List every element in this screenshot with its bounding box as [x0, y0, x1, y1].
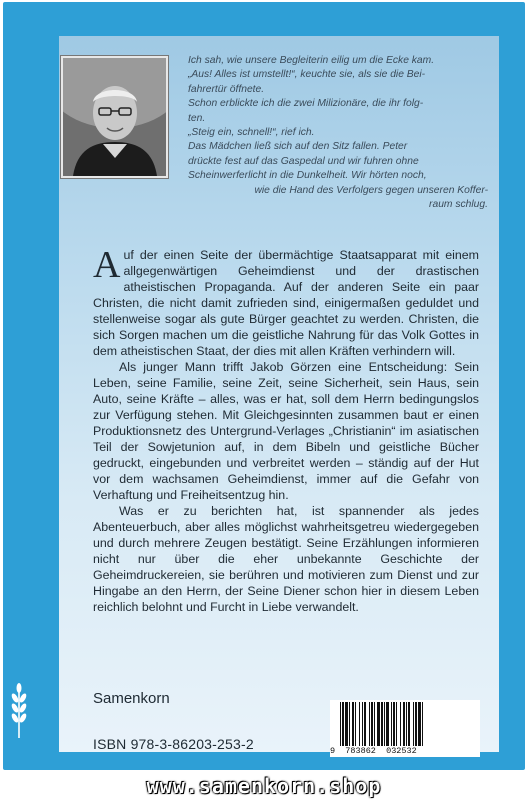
quote-line: Scheinwerferlicht in die Dunkelheit. Wir hörten noch, — [188, 170, 427, 182]
publisher-name: Samenkorn — [93, 690, 170, 707]
barcode-bar — [403, 702, 405, 746]
author-portrait-icon — [63, 58, 166, 176]
barcode-bar — [345, 702, 348, 746]
barcode-bar — [340, 702, 341, 746]
blurb-paragraph-1-text: uf der einen Seite der übermächtige Staatsapparat mit einem allgegenwärtigen Geheimdienst und der drastischen atheistischen Propaganda. Auf der anderen Seite ein paar Christen, die nicht damit zufrieden sind, einigermaßen geduldet und stellenweise sogar als gute Bürger geachtet zu werden. Christen, die sich Sorgen machen um die geistliche Nahrung für das Volk Gottes in dem atheistischen Staat, der dies mit allen Kräften verhindern will. — [93, 248, 479, 358]
barcode-bar — [377, 702, 380, 746]
barcode-bar — [342, 702, 344, 746]
barcode-bar — [418, 702, 421, 746]
barcode-bar — [371, 702, 373, 746]
quote-line: fahrertür öffnete. — [188, 83, 265, 95]
barcode-bar — [384, 702, 385, 746]
barcode-bar — [349, 702, 350, 746]
quote-line: raum schlug. — [429, 199, 488, 211]
barcode-bar — [381, 702, 383, 746]
quote-line: „Aus! Alles ist umstellt!“, keuchte sie, als sie die Bei- — [188, 69, 426, 81]
wheat-ear-icon — [8, 680, 30, 740]
author-photo — [61, 56, 168, 178]
shop-watermark: www.samenkorn.shop — [146, 774, 382, 798]
barcode-bar — [422, 702, 423, 746]
drop-cap: A — [93, 244, 121, 286]
isbn-number: ISBN 978-3-86203-253-2 — [93, 736, 254, 752]
blurb-paragraph-1 — [93, 244, 479, 359]
barcode-bar — [400, 702, 401, 746]
barcode-bar — [359, 702, 360, 746]
barcode-icon — [330, 700, 480, 748]
barcode-bar — [413, 702, 414, 746]
blurb-paragraph-2: Als junger Mann trifft Jakob Görzen eine Entscheidung: Sein Leben, seine Familie, seine Zeit, seine Sicherheit, sein Haus, sein Auto, seine Kräfte – alles, was er hat, soll dem Herrn bedingungslos zur Verfügung stehen. Mit Gleichgesinnten zusammen baut er einen Produktionsnetz des Untergrund-Verlages „Christianin“ im asiatischen Teil der Sowjetunion auf, in dem Bibeln und geistliche Bücher gedruckt, eingebunden und verbreitet werden – ständig auf der Hut vor dem wachsamen Geheimdienst, immer auf die Gefahr von Verhaftung und Freiheitsentzug hin. — [93, 360, 479, 502]
quote-line: Schon erblickte ich die zwei Milizionäre, die ihr folg- — [188, 98, 424, 110]
barcode-bar — [408, 702, 410, 746]
barcode-bar — [386, 702, 389, 746]
isbn-barcode — [330, 700, 480, 748]
quote-line: wie die Hand des Verfolgers gegen unseren Koffer- — [254, 184, 488, 196]
quote-line: Ich sah, wie unsere Begleiterin eilig um die Ecke kam. — [188, 55, 435, 66]
barcode-bar — [391, 702, 392, 746]
barcode-bar — [362, 702, 363, 746]
quote-line: ten. — [188, 112, 206, 124]
quote-line: „Steig ein, schnell!“, rief ich. — [188, 127, 315, 139]
quote-line: Das Mädchen ließ sich auf den Sitz fallen. Peter — [188, 141, 408, 153]
quote-line: drückte fest auf das Gaspedal und wir fuhren ohne — [188, 155, 419, 167]
barcode-digits: 9 783862 032532 — [330, 746, 480, 757]
barcode-bar — [369, 702, 370, 746]
barcode-bar — [355, 702, 356, 746]
barcode-bar — [393, 702, 395, 746]
excerpt-quote — [188, 54, 488, 212]
blurb-text — [93, 244, 479, 615]
barcode-bar — [364, 702, 366, 746]
barcode-bar — [352, 702, 354, 746]
barcode-bar — [396, 702, 397, 746]
barcode-bar — [374, 702, 375, 746]
blurb-paragraph-3: Was er zu berichten hat, ist spannender als jedes Abenteuerbuch, aber alles möglichst wahrheitsgetreu wiedergegeben und durch mehrere Zeugen bestätigt. Seine Erzählungen informieren nicht nur über die eher unbekannte Geschichte der Geheimdruckereien, sie berühren und motivieren zum Dienst und zur Hingabe an den Herrn, der Seine Diener schon hier in diesem Leben reichlich belohnt und Furcht in Liebe verwandelt. — [93, 504, 479, 614]
barcode-bar — [406, 702, 407, 746]
barcode-bar — [415, 702, 417, 746]
